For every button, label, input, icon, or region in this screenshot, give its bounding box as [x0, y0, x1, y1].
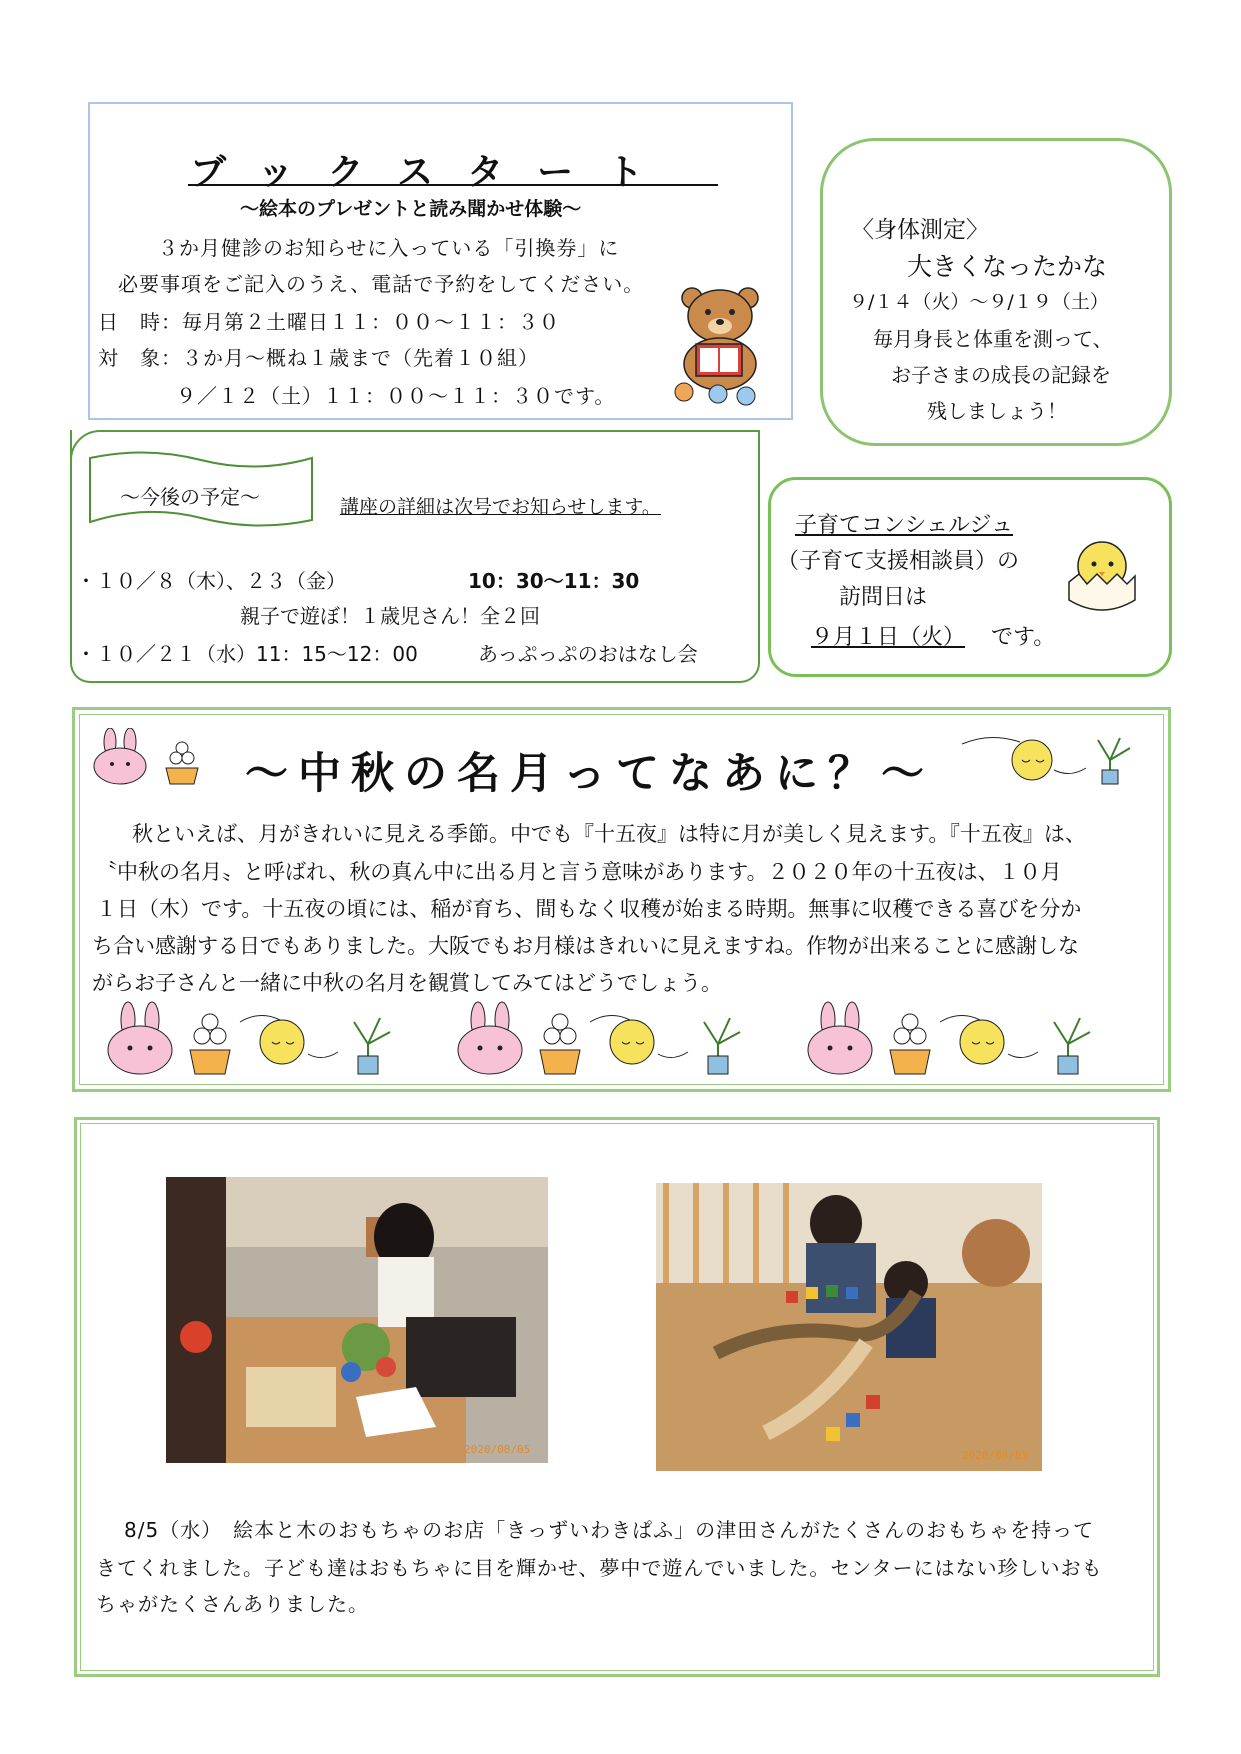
schedule-banner: ～今後の予定～ — [120, 485, 260, 509]
bookstart-line: ３か月健診のお知らせに入っている「引換券」に — [158, 236, 620, 260]
mid-autumn-text-line: ち合い感謝する日でもありました。大阪でもお月様はきれいに見えますね。作物が出来ることに感謝しな — [92, 934, 1079, 958]
photo-children-playing-blocks — [166, 1177, 548, 1463]
measurement-heading: 〈身体測定〉 — [851, 217, 989, 243]
measurement-line: 毎月身長と体重を測って、 — [873, 327, 1113, 351]
measurement-line: 残しましょう！ — [927, 399, 1067, 423]
schedule-item-time: 10：30～11：30 — [468, 569, 640, 593]
schedule-frame-top — [158, 430, 760, 432]
bookstart-line: ９／１２（土）１１：００～１１：３０です。 — [176, 384, 616, 408]
concierge-suffix: です。 — [991, 625, 1056, 650]
concierge-box — [768, 477, 1172, 677]
bookstart-line: 必要事項をご記入のうえ、電話で予約をしてください。 — [118, 272, 645, 296]
concierge-date: ９月１日（火） — [811, 625, 966, 650]
photo-date-stamp: 2020/08/05 — [464, 1443, 531, 1456]
photo-report-text-line: きてくれました。子ども達はおもちゃに目を輝かせ、夢中で遊んでいました。センターにはない珍しいおも — [96, 1556, 1103, 1580]
schedule-item-date: ・１０／８（木）、２３（金） — [76, 569, 346, 593]
title-underline — [188, 184, 718, 186]
measurement-dates: ９/１４（火）～９/１９（土） — [849, 291, 1109, 313]
bookstart-line: 対 象：３か月～概ね１歳まで（先着１０組） — [98, 346, 539, 370]
mid-autumn-text-line: 秋といえば、月がきれいに見える季節。中でも『十五夜』は特に月が美しく見えます。『十五夜』は、 — [132, 822, 1086, 846]
bear-reading-icon — [670, 284, 785, 409]
mid-autumn-text-line: がらお子さんと一緒に中秋の名月を観賞してみてはどうでしょう。 — [92, 971, 722, 995]
schedule-item-desc: 親子で遊ぼ！１歳児さん！全２回 — [240, 604, 540, 628]
measurement-box — [820, 138, 1172, 446]
bookstart-subtitle: ～絵本のプレゼントと読み聞かせ体験～ — [240, 198, 582, 220]
photo-date-stamp: 2020/08/05 — [962, 1449, 1029, 1462]
photo-report-text-line: ちゃがたくさんありました。 — [96, 1592, 369, 1616]
bookstart-box — [88, 102, 793, 420]
rabbit-moon-border-icon — [100, 1000, 1140, 1078]
schedule-item-date: ・１０／２１（水）11：15～12：00 — [76, 642, 418, 666]
concierge-title: 子育てコンシェルジュ — [795, 513, 1014, 538]
bookstart-line: 日 時：毎月第２土曜日１１：００～１１：３０ — [98, 310, 560, 334]
moon-susuki-decoration-icon — [960, 730, 1140, 786]
photo-report-text-line: 8/5（水） 絵本と木のおもちゃのお店「きっずいわきぱふ」の津田さんがたくさんのおもちゃを持って — [124, 1518, 1095, 1542]
measurement-subheading: 大きくなったかな — [907, 252, 1108, 281]
bookstart-title: ブックスタート — [190, 152, 678, 193]
schedule-item-desc: あっぷっぷのおはなし会 — [478, 642, 698, 666]
chick-in-egg-icon — [1061, 536, 1143, 618]
schedule-note: 講座の詳細は次号でお知らせします。 — [340, 496, 661, 518]
rabbit-dango-decoration-icon — [88, 728, 238, 788]
measurement-line: お子さまの成長の記録を — [891, 363, 1111, 387]
concierge-line: 訪問日は — [839, 585, 928, 610]
photo-child-building-blocks — [656, 1183, 1042, 1471]
mid-autumn-text-line: 〝中秋の名月〟と呼ばれ、秋の真ん中に出る月と言う意味があります。２０２０年の十五夜は、１０月 — [96, 860, 1062, 884]
concierge-line: （子育て支援相談員）の — [777, 549, 1020, 574]
mid-autumn-title: ～中秋の名月ってなあに？～ — [245, 749, 934, 799]
mid-autumn-text-line: １日（木）です。十五夜の頃には、稲が育ち、間もなく収穫が始まる時期。無事に収穫できる喜びを分か — [96, 897, 1082, 921]
